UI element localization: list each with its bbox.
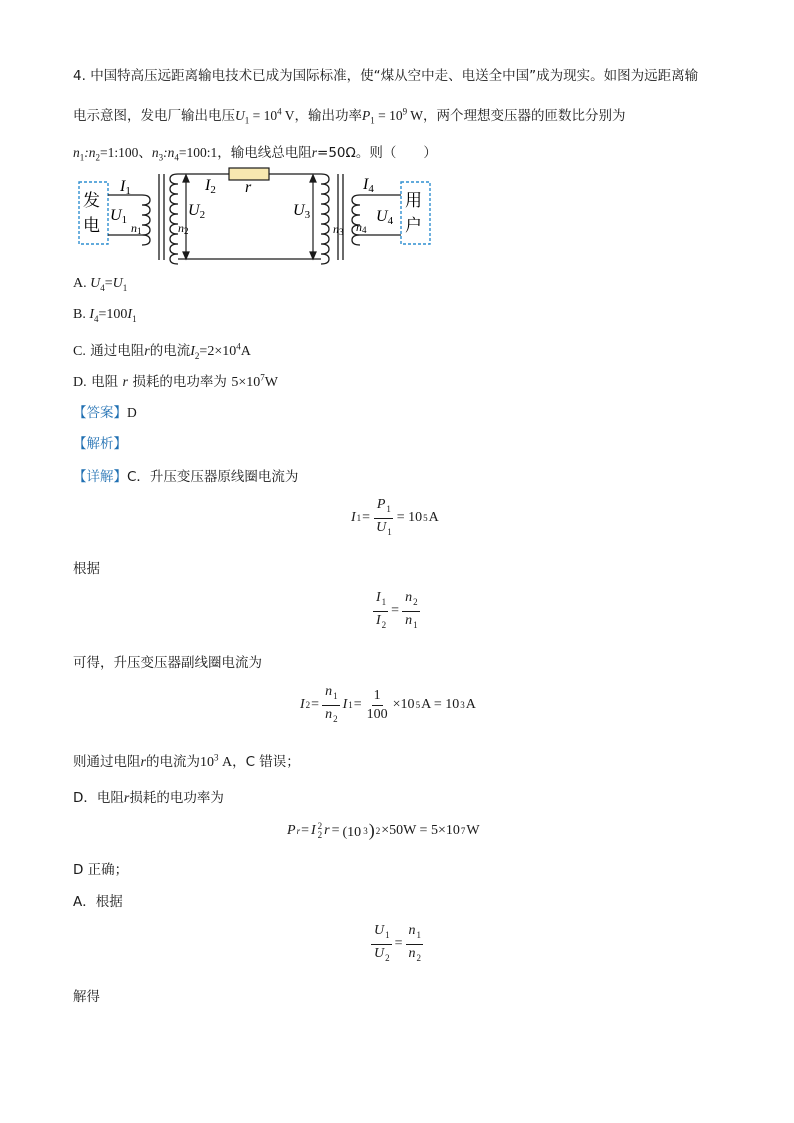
eq3-tail-exp: 5 [415, 700, 421, 711]
symbol-U1-sub: 1 [244, 115, 250, 126]
generator-label-1: 发 [83, 191, 100, 211]
user-label-1: 用 [405, 191, 422, 211]
eq3-den: n [325, 706, 333, 722]
stepup-secondary-coil [170, 174, 178, 264]
eq4-unit: W [466, 822, 480, 838]
ze-r: r [140, 755, 146, 770]
value-P1-exp: 9 [402, 106, 408, 117]
equation-5 [369, 923, 425, 966]
label-I4: I4 [363, 176, 374, 195]
d-text-a: D．电阻 [73, 790, 124, 806]
eq5-rden-sub: 2 [416, 952, 422, 963]
question-line-2 [73, 104, 626, 126]
detail-text: C．升压变压器原线圈电流为 [127, 469, 299, 485]
a-line: A．根据 [73, 894, 123, 910]
option-b-I4-sub: 4 [94, 313, 99, 324]
label-n3: n3 [333, 222, 344, 237]
eq1-den-sub: 1 [387, 526, 392, 537]
option-c-value: =2×10 [199, 344, 237, 359]
option-d-label: D. [73, 375, 87, 390]
option-a-U1: U [112, 276, 123, 291]
label-n4: n4 [356, 220, 367, 235]
eq4-tail: ×50W = 5×10 [381, 822, 460, 838]
label-U1: U1 [110, 207, 128, 226]
transmission-diagram [74, 165, 434, 267]
eq3-mid: I [342, 697, 348, 713]
symbol-n3-sub: 3 [158, 152, 164, 163]
symbol-n1-sub: 1 [79, 152, 85, 163]
option-c-I2-sub: 2 [194, 350, 200, 361]
eq5-right-fraction [405, 923, 425, 966]
equation-3 [299, 684, 477, 727]
kede-line: 可得，升压变压器副线圈电流为 [73, 655, 262, 671]
option-c-text: 通过电阻 [90, 343, 145, 359]
answer-value: D [127, 405, 137, 420]
generator-label-2: 电 [83, 216, 100, 236]
option-d-r: r [122, 375, 128, 390]
symbol-n3: n [151, 145, 159, 160]
eq5-rden: n [408, 945, 416, 961]
eq2-rnum-sub: 2 [413, 596, 418, 607]
ratio-34: =100:1， [178, 145, 231, 160]
eq1-num: P [376, 497, 386, 512]
question-text-3d: =50Ω。则（ ） [317, 145, 437, 161]
eq1-num-sub: 1 [386, 503, 391, 514]
label-U2: U2 [188, 202, 206, 221]
eq2-left-fraction [372, 590, 389, 633]
eq3-fden: 100 [366, 706, 388, 722]
question-text-2a: 电示意图，发电厂输出电压 [73, 108, 235, 124]
question-text-2c: ，两个理想变压器的匝数比分别为 [423, 108, 626, 124]
analysis-tag: 【解析】 [73, 436, 127, 452]
symbol-U1: U [235, 108, 245, 123]
ze-text-c: ，C 错误； [232, 754, 300, 770]
eq4-square: 2 [375, 825, 381, 836]
symbol-n2-sub: 2 [95, 152, 100, 163]
answer-tag: 【答案】 [73, 405, 127, 421]
question-text-3c: 输电线总电阻 [230, 145, 312, 161]
eq2-lnum: I [376, 590, 381, 605]
label-U4: U4 [376, 208, 394, 227]
user-label-2: 户 [405, 216, 422, 236]
eq4-paren-text: (10 [342, 825, 362, 840]
symbol-r: r [311, 145, 318, 160]
option-c-unit: A [240, 344, 251, 359]
eq1-fraction [372, 497, 395, 540]
question-line-1 [73, 64, 698, 84]
value-U1-exp: 4 [277, 106, 282, 117]
eq4-P-sub: r [296, 825, 301, 836]
eq5-den-sub: 2 [385, 952, 390, 963]
eq3-num-sub: 1 [333, 690, 338, 701]
option-a-label: A. [73, 276, 87, 291]
ze-line [73, 750, 300, 771]
question-number: 4. [73, 68, 86, 84]
ze-value: 10 [199, 755, 214, 770]
eq1-equals: = [362, 510, 371, 526]
genju-1: 根据 [73, 561, 100, 577]
answer-line [73, 401, 137, 421]
eq4-I-sub: 2 [317, 829, 323, 840]
d-text-b: 损耗的电功率为 [129, 790, 224, 806]
eq3-mid-sub: 1 [348, 700, 353, 711]
eq1-unit: A [428, 510, 439, 526]
question-text-1: 中国特高压远距离输电技术已成为国际标准，使“煤从空中走、电送全中国”成为现实。如图为远距离输 [90, 68, 699, 84]
eq2-right-fraction [401, 590, 421, 633]
value-P1: = 10 [374, 108, 403, 123]
eq4-I: I [310, 822, 316, 838]
eq3-num: n [325, 684, 333, 699]
symbol-P1-sub: 1 [370, 115, 375, 126]
eq2-lden-sub: 2 [381, 619, 387, 630]
label-I1: I1 [120, 178, 131, 197]
option-c-text2: 的电流 [149, 343, 191, 359]
option-a [73, 276, 127, 293]
unit-U1: V [281, 108, 295, 123]
option-c-I2: I [190, 344, 195, 359]
option-a-U4-sub: 4 [100, 282, 105, 293]
symbol-n1: n [73, 145, 80, 160]
value-U1: = 10 [249, 108, 278, 123]
eq3-equals-2: = [353, 697, 362, 713]
eq2-rnum: n [405, 590, 413, 605]
eq5-equals: = [394, 936, 403, 952]
eq3-lhs: I [300, 697, 305, 713]
eq3-tail-exp2: 3 [460, 700, 465, 711]
option-d-text2: 损耗的电功率为 [132, 374, 227, 390]
eq5-rnum: n [408, 923, 416, 938]
stepdown-primary-coil [321, 174, 329, 264]
label-r: r [245, 179, 252, 196]
option-c-r: r [144, 344, 150, 359]
option-d-text: 电阻 [91, 374, 119, 390]
option-c [73, 339, 251, 361]
eq4-equals: = [301, 822, 309, 838]
eq3-den-sub: 2 [333, 713, 338, 724]
detail-tag: 【详解】 [73, 469, 127, 485]
d-correct: D 正确； [73, 862, 129, 878]
question-text-2b: ，输出功率 [294, 108, 363, 124]
option-b-eq: =100 [98, 307, 128, 322]
eq1-lhs-sub: 1 [356, 513, 362, 524]
option-c-exp: 4 [236, 341, 241, 352]
eq4-equals-2: = [331, 822, 340, 838]
eq4-I-sup: 2 [317, 820, 323, 831]
eq3-fraction [321, 684, 341, 727]
eq4-paren-close: ) [368, 820, 375, 840]
option-a-U1-sub: 1 [122, 282, 128, 293]
detail-line [73, 465, 298, 485]
eq5-den: U [374, 945, 385, 961]
jiede-line: 解得 [73, 989, 100, 1005]
ze-unit: A [218, 755, 233, 770]
symbol-n2: :n [84, 145, 96, 160]
eq4-r: r [324, 822, 330, 838]
eq5-left-fraction [370, 923, 393, 966]
symbol-P1: P [362, 108, 371, 123]
eq4-tail-exp: 7 [460, 825, 466, 836]
symbol-n4-sub: 4 [174, 152, 179, 163]
option-b-I1: I [127, 307, 133, 322]
option-c-label: C. [73, 344, 86, 359]
eq3-tail: ×10 [392, 697, 415, 713]
eq1-den: U [376, 519, 387, 535]
equation-1 [350, 497, 440, 540]
symbol-n4: :n [163, 145, 175, 160]
equation-4 [286, 820, 481, 841]
option-b-I1-sub: 1 [132, 313, 137, 324]
eq3-tail-unit: A = 10 [421, 697, 460, 713]
eq5-num: U [374, 923, 385, 938]
option-d [73, 370, 278, 391]
d-line [73, 786, 224, 807]
eq2-lnum-sub: 1 [381, 596, 387, 607]
d-r: r [123, 791, 130, 806]
eq3-equals: = [311, 697, 320, 713]
analysis-line [73, 432, 127, 452]
unit-P1: W [407, 108, 424, 123]
option-a-U4: U [90, 276, 101, 291]
question-line-3 [73, 141, 437, 163]
eq5-num-sub: 1 [385, 929, 390, 940]
option-b-I4: I [89, 307, 95, 322]
ze-text-b: 的电流为 [145, 754, 200, 770]
option-d-unit: W [264, 375, 279, 390]
label-I2: I2 [205, 177, 216, 196]
eq2-rden-sub: 1 [413, 619, 418, 630]
ze-exp: 3 [213, 752, 219, 763]
label-n2: n2 [178, 221, 189, 236]
eq2-rden: n [405, 612, 413, 628]
equation-2 [371, 590, 422, 633]
ze-text-a: 则通过电阻 [73, 754, 141, 770]
ratio-12: =1:100、 [100, 145, 152, 160]
eq1-lhs: I [351, 510, 356, 526]
eq3-lhs-sub: 2 [305, 700, 311, 711]
option-a-eq: = [104, 276, 113, 291]
eq4-P: P [287, 822, 296, 838]
label-n1: n1 [131, 221, 142, 236]
eq1-rhs-exp: 5 [423, 513, 428, 524]
eq3-number-fraction [364, 688, 391, 723]
option-b [73, 307, 137, 324]
eq2-equals: = [391, 603, 400, 619]
eq2-lden: I [376, 612, 381, 628]
option-d-exp: 7 [260, 372, 265, 383]
eq3-fnum: 1 [372, 688, 383, 706]
eq1-rhs: = 10 [396, 510, 423, 526]
eq3-tail-unit2: A [465, 697, 476, 713]
option-d-value: 5×10 [231, 375, 261, 390]
option-b-label: B. [73, 307, 86, 322]
eq5-rnum-sub: 1 [416, 929, 422, 940]
eq4-paren-exp: 3 [363, 825, 368, 836]
eq4-paren-open [342, 820, 363, 841]
label-U3: U3 [293, 202, 311, 221]
eq4-I-scripts [317, 822, 324, 840]
